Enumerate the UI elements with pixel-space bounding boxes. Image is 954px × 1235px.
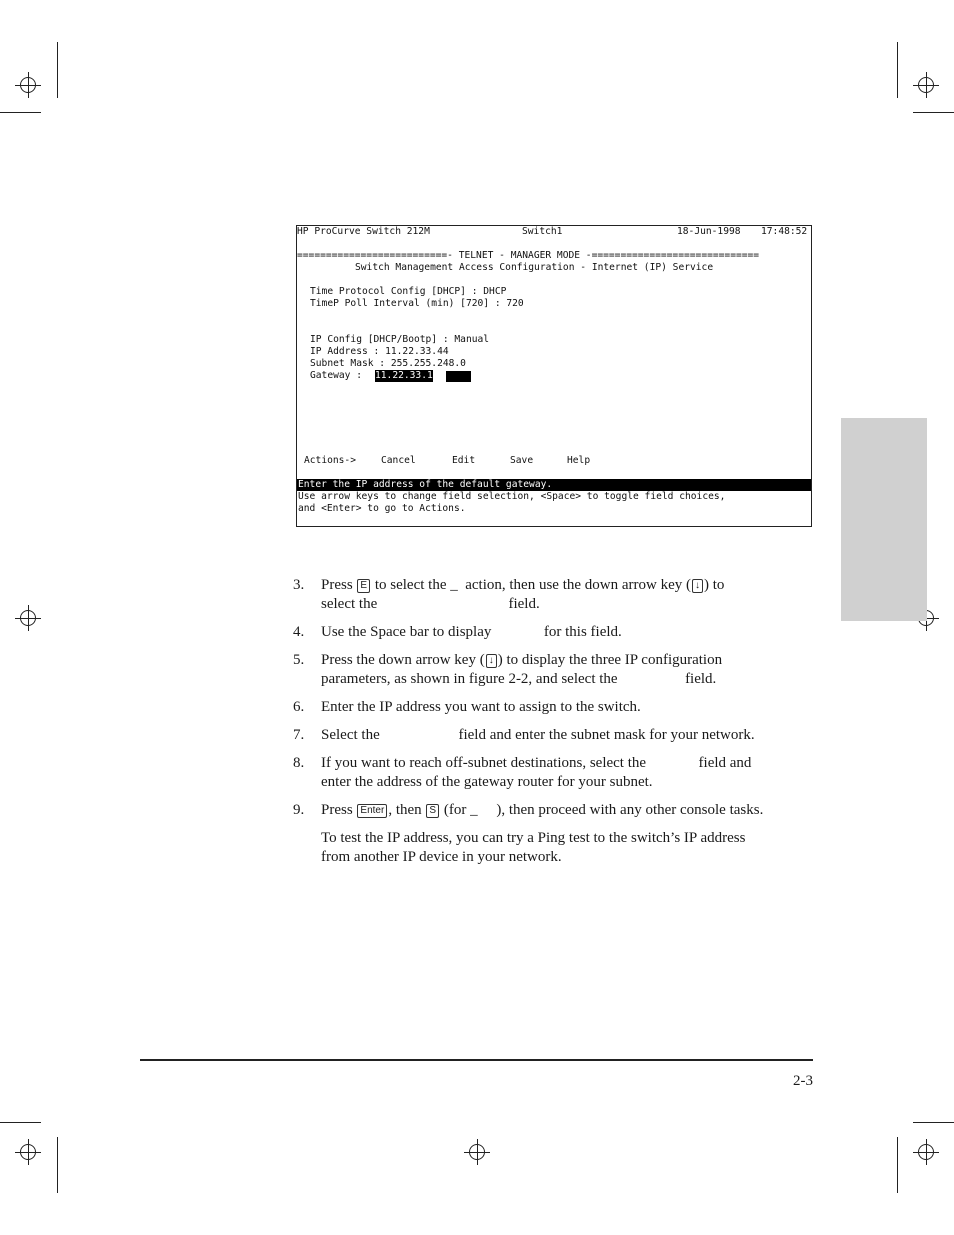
step-text: Press the down arrow key ( ↓ ) to display the three IP configuration [321,652,723,668]
console-help-line-1: Use arrow keys to change field selection, <Space> to toggle field choices, [298,491,726,502]
note-text-line-2: from another IP device in your network. [321,848,562,865]
help-action[interactable]: Help [567,455,591,466]
trim-line [0,112,41,113]
save-action[interactable]: Save [510,455,534,466]
step-number: 9. [293,802,305,818]
step-text: If you want to reach off-subnet destinations, select the field and [321,755,752,771]
console-mode-bar: ==========================- TELNET - MANAGER MODE -============================= [297,250,760,261]
step-number: 7. [293,727,305,743]
registration-mark-top-right [913,72,939,98]
trim-line [897,1137,898,1193]
step-text: Select the field and enter the subnet mask for your network. [321,727,755,743]
console-time: 17:48:52 [761,226,808,237]
ip-address-field[interactable]: IP Address : 11.22.33.44 [310,346,449,357]
registration-mark-bottom-left [15,1139,41,1165]
e-key-icon: E [357,579,370,593]
actions-label: Actions-> [304,455,356,466]
step-number: 8. [293,755,305,771]
step-text-line-2: select the field. [321,595,540,612]
step-number: 3. [293,577,305,593]
console-help-line-2: and <Enter> to go to Actions. [298,503,466,514]
ip-config-field[interactable]: IP Config [DHCP/Bootp] : Manual [310,334,490,345]
down-arrow-key-icon: ↓ [692,579,703,593]
down-arrow-key-icon: ↓ [486,654,497,668]
gateway-label: Gateway : [310,370,368,381]
timep-poll-interval-field[interactable]: TimeP Poll Interval (min) [720] : 720 [310,298,524,309]
console-product-name: HP ProCurve Switch 212M [297,226,430,237]
step-text-line-2: parameters, as shown in figure 2-2, and select the field. [321,670,717,687]
chapter-thumb-tab [841,418,927,621]
page-number: 2-3 [793,1073,813,1089]
step-text-line-2: enter the address of the gateway router for your subnet. [321,773,653,790]
console-screen-title: Switch Management Access Configuration - Internet (IP) Service [355,262,714,273]
step-number: 6. [293,699,305,715]
console-date: 18-Jun-1998 [677,226,741,237]
step-text: Press E to select the _ action, then use the down arrow key ( ↓ ) to [321,577,725,593]
registration-mark-mid-left [15,605,41,631]
enter-key-icon: Enter [357,804,387,818]
gateway-input-padding [446,371,471,382]
footer-rule [140,1059,813,1061]
step-text: Enter the IP address you want to assign to the switch. [321,699,641,715]
step-text: Press Enter , then S (for _ ), then proceed with any other console tasks. [321,802,764,818]
trim-line [57,1137,58,1193]
registration-mark-bottom-center [464,1139,490,1165]
trim-line [0,1122,41,1123]
time-protocol-field[interactable]: Time Protocol Config [DHCP] : DHCP [310,286,507,297]
registration-mark-bottom-right [913,1139,939,1165]
step-text: Use the Space bar to display for this field. [321,624,622,640]
registration-mark-top-left [15,72,41,98]
subnet-mask-field[interactable]: Subnet Mask : 255.255.248.0 [310,358,466,369]
trim-line [913,112,954,113]
cancel-action[interactable]: Cancel [381,455,416,466]
trim-line [897,42,898,98]
console-switch-name: Switch1 [522,226,563,237]
edit-action[interactable]: Edit [452,455,476,466]
console-status-line: Enter the IP address of the default gateway. [298,479,553,490]
note-text: To test the IP address, you can try a Ping test to the switch’s IP address [321,830,746,846]
step-number: 4. [293,624,305,640]
telnet-console-screen [296,225,812,527]
trim-line [57,42,58,98]
step-number: 5. [293,652,305,668]
s-key-icon: S [426,804,439,818]
trim-line [913,1122,954,1123]
gateway-input[interactable]: 11.22.33.1 [375,370,433,381]
